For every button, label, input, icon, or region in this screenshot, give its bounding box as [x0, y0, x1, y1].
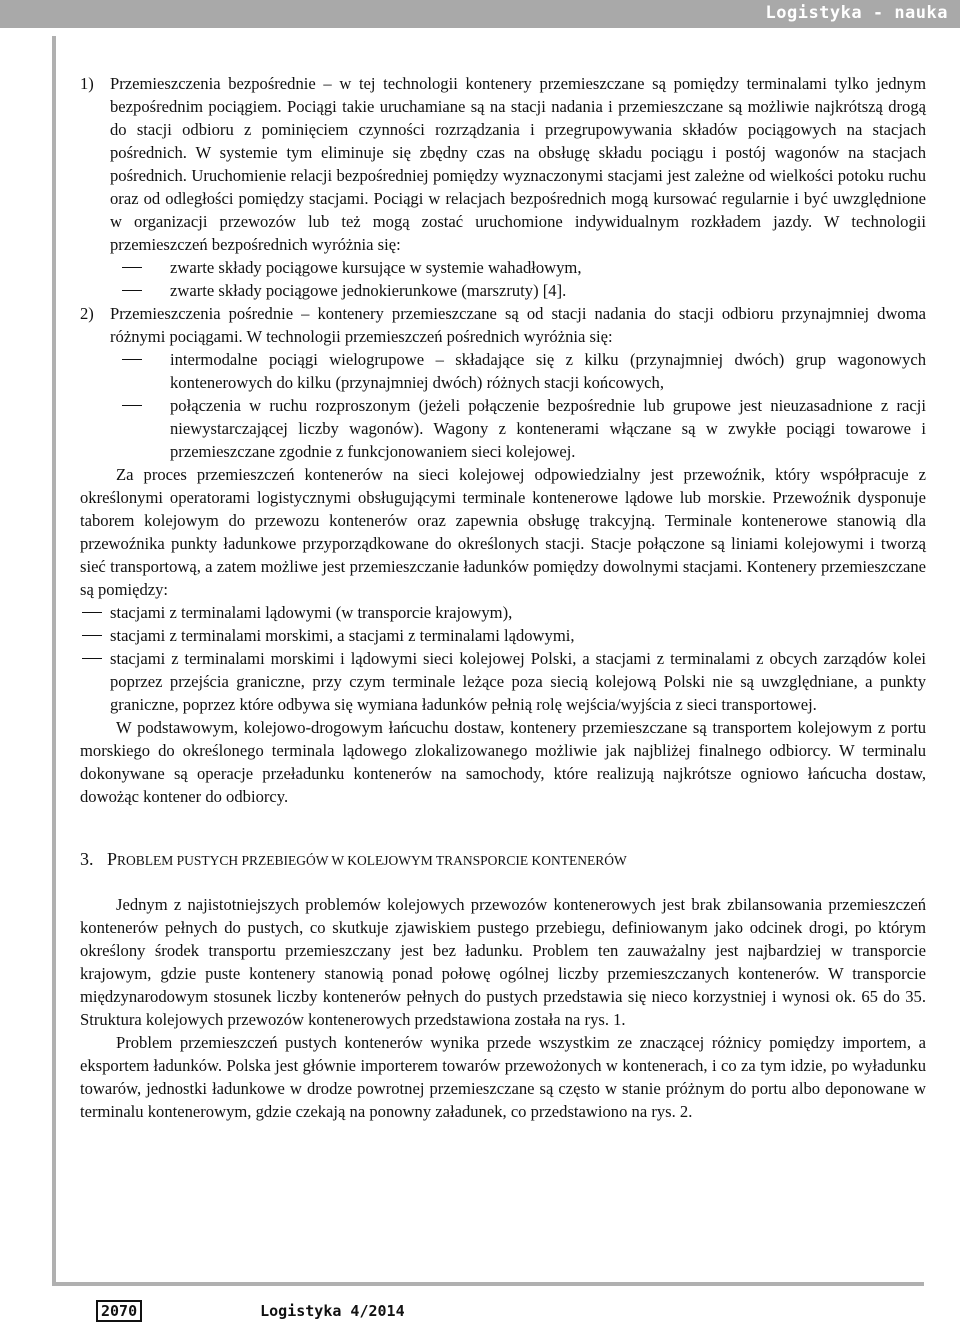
section-number: 3.: [80, 849, 94, 869]
list-item: stacjami z terminalami morskimi i lądowymi sieci kolejowej Polski, a stacjami z terminalami z obcych zarządów kolei poprzez przejścia graniczne, przy czym terminale leżące poza siecią kolejową Polski nie są uwzględniane, a punkty graniczne, poprzez które odbywa się wymiana ładunków pełnią rolę wejścia/wyjścia z sieci transportowej.: [80, 647, 926, 716]
list-item: połączenia w ruchu rozproszonym (jeżeli połączenie bezpośrednie lub grupowe jest nieuzasadnione z racji niewystarczającej liczby wagonów). Wagony z kontenerami włączane są w zwykłe pociągi towarowe i przemieszczane zgodnie z funkcjonowaniem sieci kolejowej.: [110, 394, 926, 463]
section-title-rest: ROBLEM PUSTYCH PRZEBIEGÓW W KOLEJOWYM TRANSPORCIE KONTENERÓW: [117, 853, 627, 868]
paragraph: W podstawowym, kolejowo-drogowym łańcuchu dostaw, kontenery przemieszczane są transportem kolejowym z portu morskiego do określonego terminala lądowego zlokalizowanego możliwie jak najbliżej finalnego odbiorcy. W terminalu dokonywane są operacje przeładunku kontenerów na samochody, które realizują najkrótsze ogniowo łańcucha dostaw, dowożąc kontener do odbiorcy.: [80, 718, 926, 806]
dash-list: [80, 601, 926, 716]
running-header-title: Logistyka - nauka: [765, 3, 948, 23]
paragraph: Za proces przemieszczeń kontenerów na sieci kolejowej odpowiedzialny jest przewoźnik, który współpracuje z określonymi operatorami logistycznymi obsługującymi terminale kontenerowe lądowe lub morskie. Przewoźnik dysponuje taborem kolejowym do przewozu kontenerów oraz zapewnia obsługę trakcyjną. Terminale kontenerowe stanowią dla przewoźnika punkty ładunkowe przyporządkowane do określonych stacji. Stacje połączone są liniami kolejowymi i tworzą sieć transportową, a zatem możliwe jest przemieszczanie ładunków pomiędzy dowolnymi stacjami. Kontenery przemieszczane są pomiędzy:: [80, 465, 926, 599]
article-body: [80, 72, 926, 1123]
paragraph: Jednym z najistotniejszych problemów kolejowych przewozów kontenerowych jest brak zbilansowania przemieszczeń kontenerów pełnych do pustych, co skutkuje zjawiskiem pustego przebiegu, definiowanym jako odcinek drogi, po którym określony środek transportu przemieszczany jest bez ładunku. Problem ten zauważalny jest najbardziej w transporcie krajowym, gdzie puste kontenery stanowią ponad połowę ogólnej liczby przemieszczanych kontenerów. W transporcie międzynarodowym stosunek liczby kontenerów pełnych do pustych przedstawia się nieco korzystniej i wynosi ok. 65 do 35. Struktura kolejowych przewozów kontenerowych przedstawiona została na rys. 1.: [80, 895, 926, 1029]
list-item: zwarte składy pociągowe kursujące w systemie wahadłowym,: [110, 256, 926, 279]
section-heading: [80, 848, 926, 872]
list-item: stacjami z terminalami morskimi, a stacjami z terminalami lądowymi,: [80, 624, 926, 647]
section-title-initial: P: [107, 849, 118, 869]
page-number: 2070: [96, 1300, 142, 1322]
dash-list: [110, 348, 926, 463]
paragraph: Przemieszczenia bezpośrednie – w tej technologii kontenery przemieszczane są pomiędzy terminalami tylko jednym bezpośrednim pociągiem. Pociągi takie uruchamiane są na stacji nadania i przemieszczane są możliwie najkrótszą drogą do stacji odbioru z pominięciem czynności rozrządzania i przegrupowywania składów pociągowych na stacjach pośrednich. W systemie tym eliminuje się zbędny czas na obsługę składu pociągu i postój wagonów na stacjach pośrednich. Uruchomienie relacji bezpośredniej pomiędzy wyznaczonymi stacjami jest zależne od wielkości potoku ruchu oraz od odległości pomiędzy stacjami. Pociągi w relacjach bezpośrednich mogą kursować regularnie i być uwzględnione w organizacji przewozów lub też mogą zostać uruchomione indywidualnym rozkładem jazdy. W technologii przemieszczeń bezpośrednich wyróżnia się:: [110, 74, 926, 254]
numbered-item-2: [80, 302, 926, 463]
numbered-item-1: [80, 72, 926, 302]
paragraph: Problem przemieszczeń pustych kontenerów wynika przede wszystkim ze znaczącej różnicy pomiędzy importem, a eksportem ładunków. Polska jest głównie importerem towarów przewożonych w kontenerach, i co za tym idzie, po wyładunku towarów, jednostki ładunkowe w drodze powrotnej przemieszczane są często w stanie próżnym do portu albo deponowane w terminalu kontenerowym, gdzie czekają na ponowny załadunek, co przedstawiono na rys. 2.: [80, 1033, 926, 1121]
page-footer: [96, 1300, 405, 1322]
list-item: zwarte składy pociągowe jednokierunkowe (marszruty) [4].: [110, 279, 926, 302]
item-number: 1): [80, 74, 94, 93]
list-item: intermodalne pociągi wielogrupowe – składające się z kilku (przynajmniej dwóch) grup wagonowych kontenerowych do kilku (przynajmniej dwóch) różnych stacji końcowych,: [110, 348, 926, 394]
list-item: stacjami z terminalami lądowymi (w transporcie krajowym),: [80, 601, 926, 624]
dash-list: [110, 256, 926, 302]
left-margin-rule: [52, 36, 56, 1286]
item-number: 2): [80, 304, 94, 323]
header-bar: [0, 0, 960, 28]
journal-issue: Logistyka 4/2014: [260, 1302, 405, 1320]
bottom-rule: [52, 1282, 924, 1286]
paragraph: Przemieszczenia pośrednie – kontenery przemieszczane są od stacji nadania do stacji odbioru przynajmniej dwoma różnymi pociągami. W technologii przemieszczeń pośrednich wyróżnia się:: [110, 304, 926, 346]
